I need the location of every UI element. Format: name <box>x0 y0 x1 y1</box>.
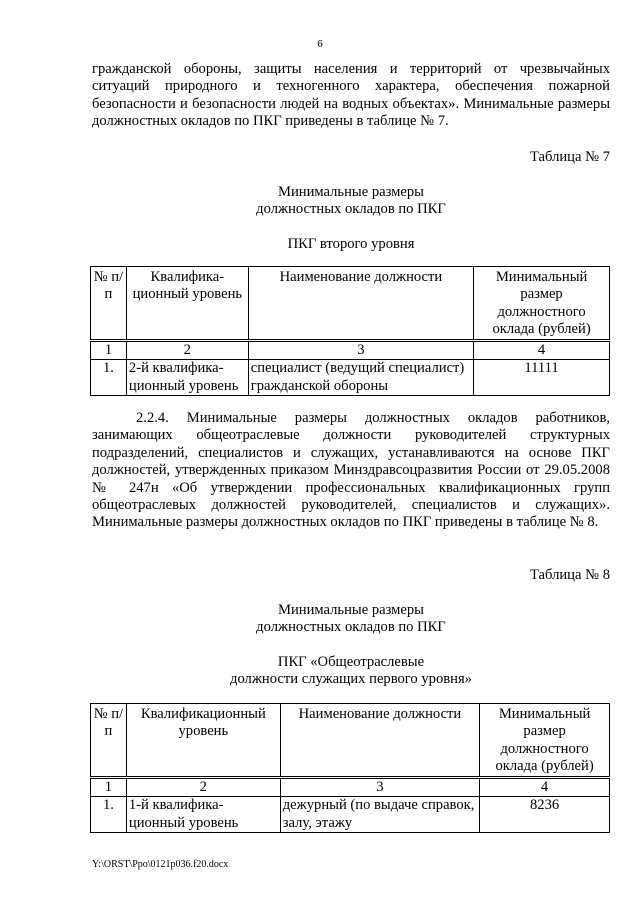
number-cell: 1 <box>91 341 127 360</box>
table-row <box>91 797 610 833</box>
row-cell: дежурный (по выдаче справок, залу, этажу <box>280 797 479 833</box>
table8-group-title-line2: должности служащих первого уровня» <box>230 671 472 687</box>
column-number-row <box>91 778 610 797</box>
table8-group-title-line1: ПКГ «Общеотраслевые <box>277 654 425 670</box>
header-cell: Наименование должности <box>280 704 479 778</box>
row-cell: 1-й квалифика-ционный уровень <box>126 797 280 833</box>
row-cell: 2-й квалифика-ционный уровень <box>126 360 248 396</box>
footer-file-path: Y:\ORST\Ppo\0121p036.f20.docx <box>92 859 229 870</box>
table7 <box>90 266 610 396</box>
header-cell: Минимальный размер должностного оклада (рублей) <box>474 267 610 341</box>
header-cell: Наименование должности <box>248 267 473 341</box>
header-cell: № п/п <box>91 704 127 778</box>
row-cell: 8236 <box>480 797 610 833</box>
number-cell: 4 <box>474 341 610 360</box>
header-cell: Квалифика-ционный уровень <box>126 267 248 341</box>
table-header-row <box>91 267 610 341</box>
intro-paragraph: гражданской обороны, защиты населения и территорий от чрезвычайных ситуаций природного и техногенного характера, обеспечения пожарной безопасности и безопасности людей на водных объектах». Минимальные размеры должностных окладов по ПКГ приведены в таблице № 7. <box>92 61 610 130</box>
row-cell: специалист (ведущий специалист) гражданской обороны <box>248 360 473 396</box>
table7-title-line2: должностных окладов по ПКГ <box>256 201 446 217</box>
table8 <box>90 703 610 833</box>
header-cell: Квалификационный уровень <box>126 704 280 778</box>
table8-title-line1: Минимальные размеры <box>278 602 424 618</box>
column-number-row <box>91 341 610 360</box>
row-cell: 11111 <box>474 360 610 396</box>
table8-title-line2: должностных окладов по ПКГ <box>256 619 446 635</box>
table7-title-line1: Минимальные размеры <box>278 184 424 200</box>
header-cell: Минимальный размер должностного оклада (рублей) <box>480 704 610 778</box>
section-paragraph: 2.2.4. Минимальные размеры должностных окладов работников, занимающих общеотраслевые должности руководителей структурных подразделений, специалистов и служащих, устанавливаются на основе ПКГ должностей, утвержденных приказом Минздравсоцразвития России от 29.05.2008 № 247н «Об утверждении профессиональных квалификационных групп общеотраслевых должностей руководителей, специалистов и служащих». Минимальные размеры должностных окладов по ПКГ приведены в таблице № 8. <box>92 410 610 531</box>
number-cell: 2 <box>126 341 248 360</box>
header-cell: № п/п <box>91 267 127 341</box>
number-cell: 1 <box>91 778 127 797</box>
table7-label: Таблица № 7 <box>530 149 610 165</box>
table7-group-title: ПКГ второго уровня <box>287 236 415 252</box>
number-cell: 2 <box>126 778 280 797</box>
number-cell: 3 <box>248 341 473 360</box>
table8-label: Таблица № 8 <box>530 567 610 583</box>
page-number: 6 <box>317 38 323 50</box>
table-header-row <box>91 704 610 778</box>
table-row <box>91 360 610 396</box>
number-cell: 3 <box>280 778 479 797</box>
number-cell: 4 <box>480 778 610 797</box>
row-cell: 1. <box>91 797 127 833</box>
row-cell: 1. <box>91 360 127 396</box>
